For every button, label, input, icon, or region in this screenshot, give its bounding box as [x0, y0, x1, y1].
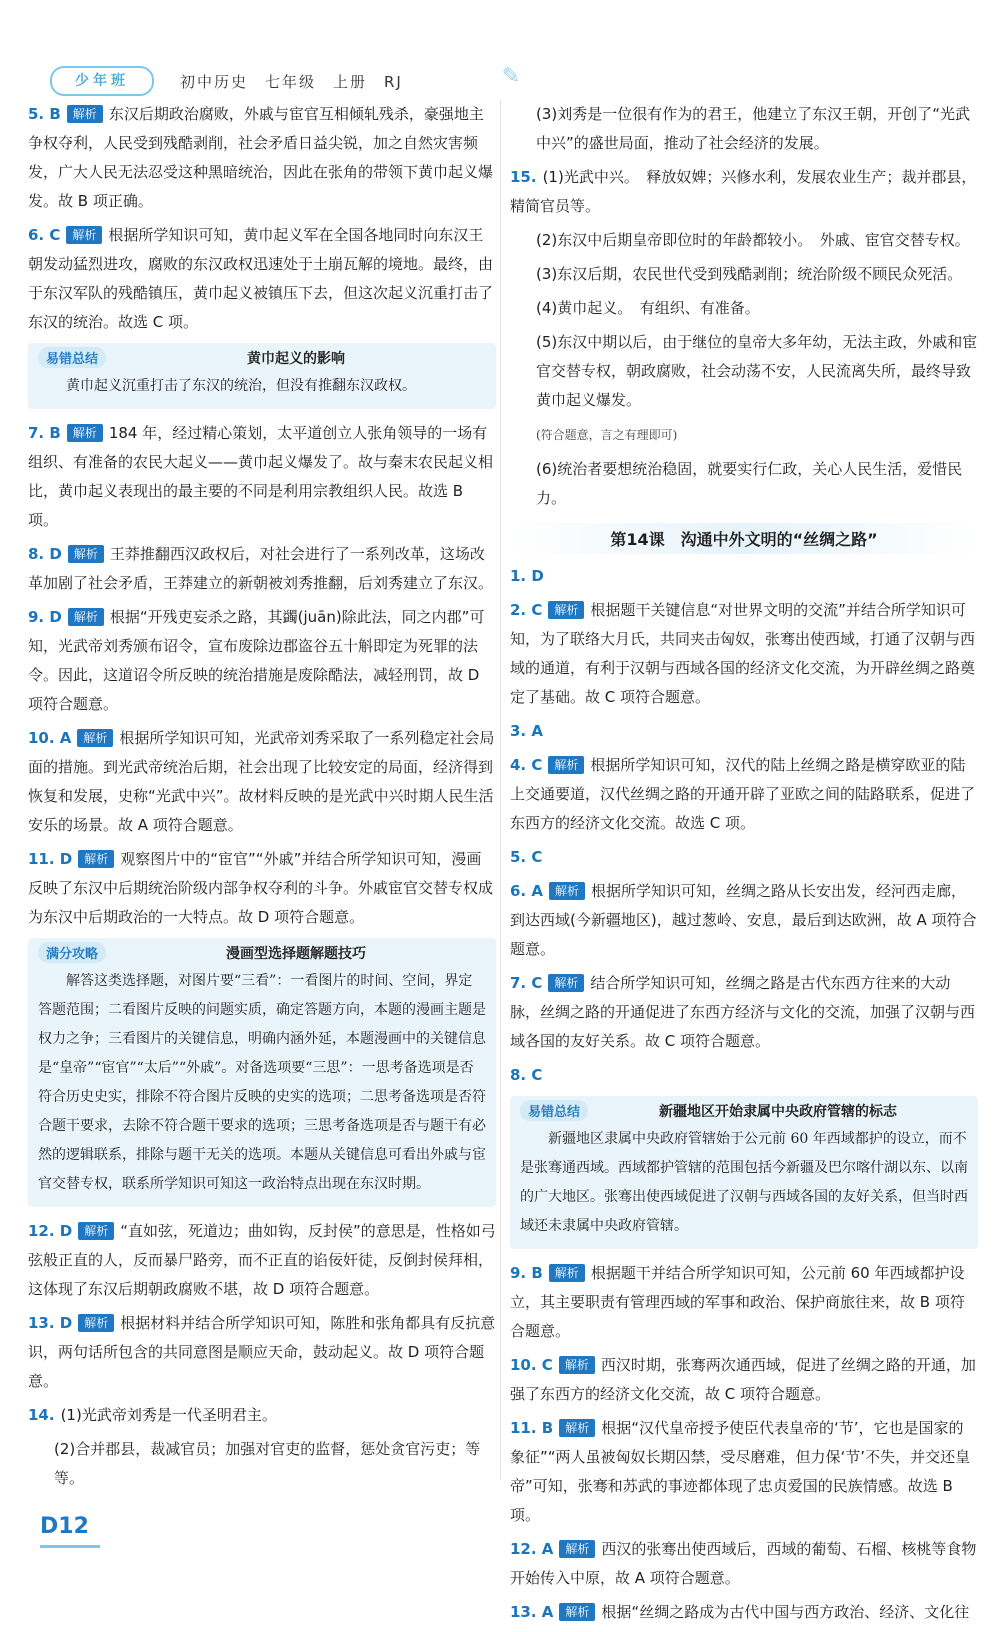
answer-item [510, 877, 978, 964]
answer-item [510, 1061, 978, 1090]
answer-text: 西汉时期，张骞两次通西域，促进了丝绸之路的开通，加强了东西方的经济文化交流，故 C 项符合题意。 [510, 1356, 976, 1403]
question-number: 10. C [510, 1356, 553, 1374]
answer-item [510, 843, 978, 872]
question-number: 7. C [510, 974, 543, 992]
answer-15-note-line [510, 420, 978, 450]
answer-text: 根据题干关键信息“对世界文明的交流”并结合所学知识可知，为了联络大月氏，共同夹击匈奴，张骞出使西域，打通了汉朝与西域的通道，有利于汉朝与西域各国的经济文化交流，为开辟丝绸之路奠定了基础。故 C 项符合题意。 [510, 601, 976, 706]
question-number: 13. D [28, 1314, 73, 1332]
box-body: 黄巾起义沉重打击了东汉的统治，但没有推翻东汉政权。 [66, 378, 416, 394]
answer-text: 根据“开残吏妄杀之路，其蠲(juān)除此法，同之内郡”可知，光武帝刘秀颁布诏令，宣布废除边郡盗谷五十斛即定为死罪的法令。因此，这道诏令所反映的统治措施是废除酷法，减轻刑罚，故 D 项符合题意。 [28, 608, 485, 713]
question-number: 12. D [28, 1222, 73, 1240]
answer-item [510, 1535, 978, 1593]
answer-text: 结合所学知识可知，丝绸之路是古代东西方往来的大动脉，丝绸之路的开通促进了东西方经济与文化的交流，加强了汉朝与西域各国的友好关系。故 C 项符合题意。 [510, 974, 976, 1050]
answer-15-part: (2)东汉中后期皇帝即位时的年龄都较小。 外戚、宦官交替专权。 [536, 231, 970, 249]
question-number: 6. A [510, 882, 543, 900]
tip-box-yellow-turban [28, 343, 496, 409]
answer-text: 根据“汉代皇帝授予使臣代表皇帝的‘节’，它也是国家的象征”“两人虽被匈奴长期囚禁，受尽磨难，但力保‘节’不失，并交还皇帝”可知，张骞和苏武的事迹都体现了忠贞爱国的民族情感。故选 B 项。 [510, 1419, 971, 1524]
box-label: 易错总结 [38, 347, 106, 368]
question-number: 6. C [28, 226, 61, 244]
column-divider [500, 100, 501, 1480]
answer-text: 184 年，经过精心策划，太平道创立人张角领导的一场有组织、有准备的农民大起义——黄巾起义爆发了。故与秦末农民起义相比，黄巾起义表现出的最主要的不同是利用宗教组织人民。故选 B 项。 [28, 424, 494, 529]
question-number: 3. A [510, 722, 543, 740]
box-label: 满分攻略 [38, 942, 106, 963]
answer-item [510, 969, 978, 1056]
question-number: 9. D [28, 608, 62, 626]
question-number: 8. C [510, 1066, 543, 1084]
answer-item [510, 596, 978, 712]
question-number: 4. C [510, 756, 543, 774]
answer-14-part2: (2)合并郡县，裁减官员；加强对官吏的监督，惩处贪官污吏；等等。 [54, 1440, 481, 1487]
answer-text: 根据所学知识可知，汉代的陆上丝绸之路是横穿欧亚的陆上交通要道，汉代丝绸之路的开通开辟了亚欧之间的陆路联系，促进了东西方的经济文化交流。故选 C 项。 [510, 756, 976, 832]
box-title: 漫画型选择题解题技巧 [226, 945, 366, 962]
analysis-tag: 解析 [549, 1264, 585, 1282]
answer-item [28, 1401, 496, 1430]
question-number: 15. [510, 168, 537, 186]
answer-text: 根据材料并结合所学知识可知，陈胜和张角都具有反抗意识，两句话所包含的共同意图是顺应天命，鼓动起义。故 D 项符合题意。 [28, 1314, 496, 1390]
analysis-tag: 解析 [78, 1222, 114, 1240]
answer-15-part6: (6)统治者要想统治稳固，就要实行仁政，关心人民生活，爱惜民力。 [536, 460, 963, 507]
answer-text: 西汉的张骞出使西域后，西域的葡萄、石榴、核桃等食物开始传入中原，故 A 项符合题意。 [510, 1540, 977, 1587]
analysis-tag: 解析 [77, 729, 113, 747]
answer-item [28, 603, 496, 719]
answer-item [510, 1598, 978, 1627]
question-number: 13. A [510, 1603, 554, 1621]
analysis-tag: 解析 [78, 850, 114, 868]
page-number: D12 [40, 1514, 89, 1539]
question-number: 11. D [28, 850, 73, 868]
answer-item [510, 1351, 978, 1409]
tip-box-xinjiang [510, 1096, 978, 1249]
answer-item [28, 419, 496, 535]
question-number: 9. B [510, 1264, 543, 1282]
answer-15-note: (符合题意，言之有理即可) [536, 428, 678, 442]
answer-15-part1: (1)光武中兴。 释放奴婢；兴修水利，发展农业生产；裁并郡县，精简官员等。 [510, 168, 977, 215]
answer-15-part: (4)黄巾起义。 有组织、有准备。 [536, 299, 760, 317]
lesson-title: 第14课 沟通中外文明的“丝绸之路” [510, 523, 978, 554]
analysis-tag: 解析 [68, 545, 104, 563]
analysis-tag: 解析 [68, 608, 104, 626]
question-number: 8. D [28, 545, 62, 563]
answer-item [510, 562, 978, 591]
analysis-tag: 解析 [66, 226, 102, 244]
box-body: 解答这类选择题，对图片要“三看”：一看图片的时间、空间，界定答题范围；二看图片反映的问题实质，确定答题方向，本题的漫画主题是权力之争；三看图片的关键信息，明确内涵外延，本题漫画中的关键信息是“皇帝”“宦官”“太后”“外戚”。对备选项要“三思”：一思考备选项是否符合历史史实，排除不符合图片反映的史实的选项；二思考备选项是否符合题干要求，去除不符合题干要求的选项；三思考备选项是否与题干有必然的逻辑联系，排除与题干无关的选项。本题从关键信息可看出外戚与宦官交替专权，联系所学知识可知这一政治特点出现在东汉时期。 [38, 973, 486, 1192]
page-header [40, 62, 960, 102]
box-title: 黄巾起义的影响 [247, 350, 345, 367]
analysis-tag: 解析 [548, 974, 584, 992]
box-title: 新疆地区开始隶属中央政府管辖的标志 [659, 1103, 897, 1120]
question-number: 11. B [510, 1419, 554, 1437]
answer-15 [510, 163, 978, 221]
tip-box-cartoon-strategy [28, 938, 496, 1207]
answer-item [28, 845, 496, 932]
analysis-tag: 解析 [67, 424, 103, 442]
analysis-tag: 解析 [559, 1356, 595, 1374]
box-label: 易错总结 [520, 1100, 588, 1121]
analysis-tag: 解析 [67, 105, 103, 123]
answer-item [28, 724, 496, 840]
question-number: 1. D [510, 567, 544, 585]
answer-text: 东汉后期政治腐败，外戚与宦官互相倾轧残杀，豪强地主争权夺利，人民受到残酷剥削，社会矛盾日益尖锐，加之自然灾害频发，广大人民无法忍受这种黑暗统治，因此在张角的带领下黄巾起义爆发。故 B 项正确。 [28, 105, 494, 210]
brand-logo: 少年班 [50, 66, 154, 96]
answer-item [28, 221, 496, 337]
question-number: 5. C [510, 848, 543, 866]
answer-15-part: (3)东汉后期，农民世代受到残酷剥削；统治阶级不顾民众死活。 [536, 265, 963, 283]
answer-text: (1)光武帝刘秀是一代圣明君主。 [60, 1406, 277, 1424]
question-number: 14. [28, 1406, 55, 1424]
analysis-tag: 解析 [549, 882, 585, 900]
answer-item [28, 540, 496, 598]
answer-item [510, 751, 978, 838]
answer-item [510, 717, 978, 746]
analysis-tag: 解析 [559, 1603, 595, 1621]
answer-item [510, 1414, 978, 1530]
answer-item [28, 1217, 496, 1304]
book-info: 初中历史 七年级 上册 RJ [180, 73, 403, 91]
answer-15-part: (5)东汉中期以后，由于继位的皇帝大多年幼，无法主政，外戚和宦官交替专权，朝政腐败，社会动荡不安，人民流离失所，最终导致黄巾起义爆发。 [536, 333, 978, 409]
question-number: 5. B [28, 105, 61, 123]
answer-text: 王莽推翻西汉政权后，对社会进行了一系列改革，这场改革加剧了社会矛盾，王莽建立的新朝被刘秀推翻，后刘秀建立了东汉。 [28, 545, 494, 592]
question-number: 12. A [510, 1540, 554, 1558]
question-number: 2. C [510, 601, 543, 619]
answer-text: 根据所学知识可知，丝绸之路从长安出发，经河西走廊，到达西域(今新疆地区)，越过葱岭、安息，最后到达欧洲，故 A 项符合题意。 [510, 882, 977, 958]
question-number: 7. B [28, 424, 61, 442]
answer-item [510, 1259, 978, 1346]
analysis-tag: 解析 [78, 1314, 114, 1332]
analysis-tag: 解析 [559, 1419, 595, 1437]
right-column [510, 100, 978, 1632]
question-number: 10. A [28, 729, 72, 747]
analysis-tag: 解析 [559, 1540, 595, 1558]
answer-text: 根据“丝绸之路成为古代中国与西方政治、经济、文化往 [601, 1603, 970, 1621]
left-column [28, 100, 496, 1498]
answer-text: “直如弦，死道边；曲如钩，反封侯”的意思是，性格如弓弦般正直的人，反而暴尸路旁，而不正直的谄佞奸徒，反倒封侯拜相，这体现了东汉后期朝政腐败不堪，故 D 项符合题意。 [28, 1222, 496, 1298]
answer-text: 根据所学知识可知，光武帝刘秀采取了一系列稳定社会局面的措施。到光武帝统治后期，社会出现了比较安定的局面，经济得到恢复和发展，史称“光武中兴”。故材料反映的是光武中兴时期人民生活安乐的场景。故 A 项符合题意。 [28, 729, 495, 834]
answer-text: 根据题干并结合所学知识可知，公元前 60 年西域都护设立，其主要职责有管理西域的军事和政治、保护商旅往来，故 B 项符合题意。 [510, 1264, 965, 1340]
answer-item [28, 100, 496, 216]
answer-text: 根据所学知识可知，黄巾起义军在全国各地同时向东汉王朝发动猛烈进攻，腐败的东汉政权迅速处于土崩瓦解的境地。最终，由于东汉军队的残酷镇压，黄巾起义被镇压下去，但这次起义沉重打击了东汉的统治。故选 C 项。 [28, 226, 494, 331]
box-body: 新疆地区隶属中央政府管辖始于公元前 60 年西域都护的设立，而不是张骞通西域。西域都护管辖的范围包括今新疆及巴尔喀什湖以东、以南的广大地区。张骞出使西域促进了汉朝与西域各国的友好关系，但当时西域还未隶属中央政府管辖。 [520, 1131, 968, 1234]
footer-decoration [40, 1545, 100, 1548]
doodle-icon: ✎ [501, 64, 520, 89]
answer-text: 观察图片中的“宦官”“外戚”并结合所学知识可知，漫画反映了东汉中后期统治阶级内部争权夺利的斗争。外戚宦官交替专权成为东汉中后期政治的一大特点。故 D 项符合题意。 [28, 850, 494, 926]
analysis-tag: 解析 [548, 601, 584, 619]
analysis-tag: 解析 [548, 756, 584, 774]
answer-14-part3: (3)刘秀是一位很有作为的君王，他建立了东汉王朝，开创了“光武中兴”的盛世局面，推动了社会经济的发展。 [536, 105, 971, 152]
answer-item [28, 1309, 496, 1396]
